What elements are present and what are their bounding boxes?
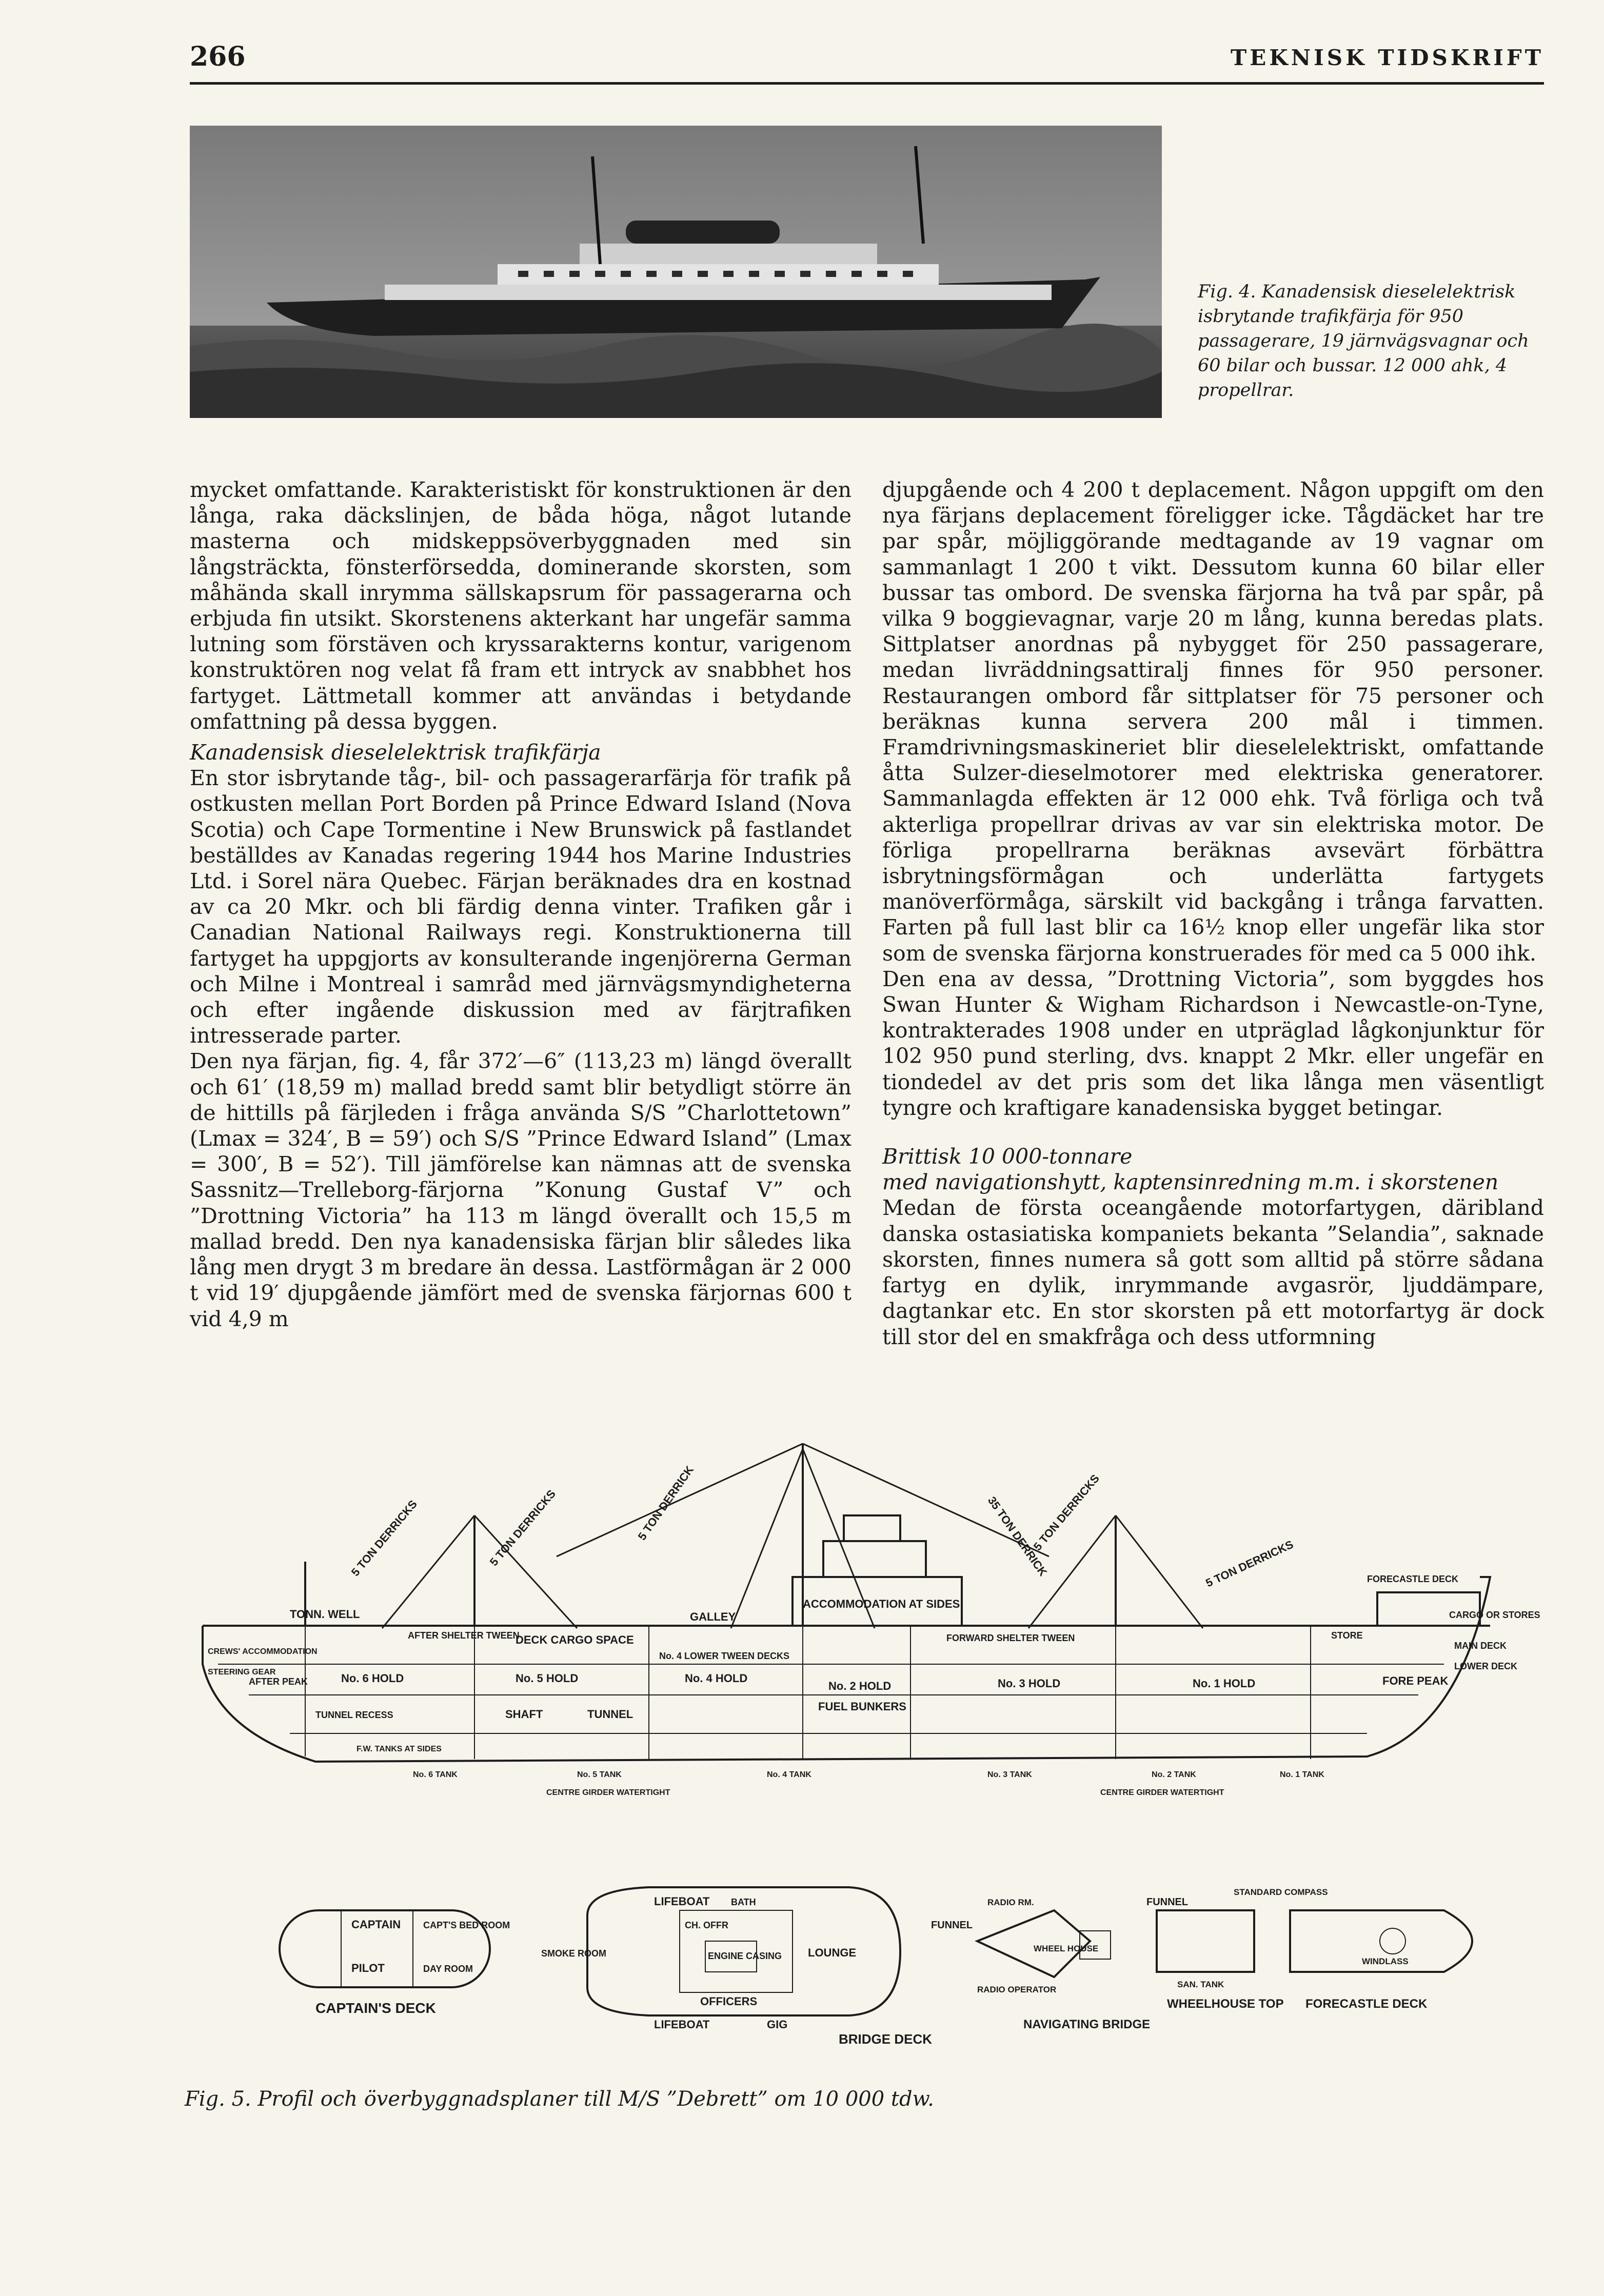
label-bath: BATH [731,1897,756,1907]
label-captains-deck: CAPTAIN'S DECK [315,2000,436,2016]
label-funnel-2: FUNNEL [1146,1896,1189,1908]
label-shaft: SHAFT [505,1708,543,1721]
ferry-funnel [626,221,780,244]
label-deck-cargo-space: DECK CARGO SPACE [516,1633,634,1646]
derrick-label-5: 5 TON DERRICKS [1031,1472,1102,1553]
right-paragraph-1: djupgående och 4 200 t deplacement. Någon uppgift om den nya färjans deplacement föreligger icke. Tågdäcket har tre par spår, möjliggörande medtagande av 19 vagnar om sammanlagt 1 200 t vikt. Dessutom kunna 60 bilar eller bussar tas ombord. De svenska färjorna ha två par spår, på vilka 9 boggievagnar, varje 20 m lång, kunna beredas plats. Sittplatser anordnas på nybygget för 250 passagerare, medan livräddningsattiralj finnes för 950 personer. Restaurangen ombord får sittplatser för 75 personer och beräknas kunna servera 200 mål i timmen. Framdrivningsmaskineriet blir dieselelektriskt, omfattande åtta Sulzer-dieselmotorer med elektriska generatorer. Sammanlagda effekten är 12 000 ehk. Två förliga och två akterliga propellrar drivas av var sin elektriska motor. De förliga propellrarna beräknas avsevärt förbättra isbrytningsförmågan och underlätta fartygets manöverförmåga, särskilt vid backgång i trånga farvatten. Farten på full last blir ca 16½ knop eller ungefär lika stor som de svenska färjorna konstruerades för med ca 5 000 ihk. [882,477,1544,966]
section-heading-10000-tonnare: Brittisk 10 000-tonnare [882,1144,1133,1169]
ferry-photo-svg [190,126,1162,418]
label-windlass: WINDLASS [1362,1956,1409,1966]
forecastle [1377,1592,1480,1626]
funnel-profile [844,1515,900,1541]
label-funnel-1: FUNNEL [931,1920,973,1931]
derrick-label-3: 5 TON DERRICK [635,1463,697,1543]
hull-stripe [385,285,1052,300]
label-hold-1: No. 1 HOLD [1193,1677,1256,1690]
label-tank-3: No. 3 TANK [987,1770,1032,1779]
label-main-deck: MAIN DECK [1454,1641,1507,1651]
left-paragraph-2: En stor isbrytande tåg-, bil- och passagerarfärja för trafik på ostkusten mellan Port Borden på Prince Edward Island (Nova Scotia) och Cape Tormentine i New Brunswick på fastlandet beställdes av Kanadas regering 1944 hos Marine Industries Ltd. i Sorel nära Quebec. Färjan beräknades dra en kostnad av ca 20 Mkr. och bli färdig denna vinter. Trafiken går i Canadian National Railways regi. Konstruktionerna till fartyget ha uppgjorts av konsulterande ingenjörerna German och Milne i Montreal i samråd med järnvägsmyndigheterna och efter ingående diskussion med av färjtrafiken intresserade parter. [190,766,851,1048]
label-san-tank: SAN. TANK [1177,1980,1224,1989]
derrick-label-6: 5 TON DERRICKS [1203,1538,1296,1590]
label-after-peak: AFTER PEAK [249,1676,308,1687]
label-standard-compass: STANDARD COMPASS [1234,1887,1328,1897]
label-tonn-well: TONN. WELL [290,1608,360,1621]
left-column [190,477,851,1332]
label-lower-deck: LOWER DECK [1454,1661,1517,1671]
label-forecastle-deck-profile: FORECASTLE DECK [1367,1574,1459,1584]
figure-4-caption: Fig. 4. Kanadensisk dieselelektrisk isbrytande trafikfärja för 950 passagerare, 19 järnvägsvagnar och 60 bilar och bussar. 12 000 ahk, 4 propellrar. [1198,282,1529,401]
label-engine-casing: ENGINE CASING [708,1951,782,1961]
label-accommodation: ACCOMMODATION AT SIDES [803,1598,960,1610]
label-hold-6: No. 6 HOLD [341,1672,404,1685]
left-paragraph-1: mycket omfattande. Karakteristiskt för konstruktionen är den långa, raka däckslinjen, de båda höga, något lutande masterna och midskeppsöverbyggnaden med sin långsträckta, fönsterförsedda, dominerande skorsten, som måhända skall inrymma sällskapsrum för passagerarna och erbjuda fin utsikt. Skorstenens akterkant har ungefär samma lutning som förstäven och kryssarakterns kontur, varigenom konstruktören nog velat få fram ett intryck av snabbhet hos fartyget. Lättmetall kommer att användas i betydande omfattning på dessa byggen. [190,477,851,734]
label-bridge-deck: BRIDGE DECK [839,2031,933,2047]
derrick-label-2: 5 TON DERRICKS [487,1487,559,1569]
derrick-label-1: 5 TON DERRICKS [348,1498,420,1579]
bridge-house [823,1541,926,1577]
label-after-shelter-tween: AFTER SHELTER TWEEN [408,1630,520,1641]
derrick-label-4: 35 TON DERRICK [985,1494,1050,1579]
superstructure-deck [498,264,939,285]
label-tank-5: No. 5 TANK [577,1770,622,1779]
page-header [190,36,1544,85]
label-tank-4: No. 4 TANK [767,1770,811,1779]
label-captains-bedroom: CAPT'S BED ROOM [423,1920,510,1930]
label-day-room: DAY ROOM [423,1964,473,1974]
label-tunnel: TUNNEL [587,1708,633,1721]
label-steering-gear: STEERING GEAR [208,1668,276,1676]
label-tank-2: No. 2 TANK [1152,1770,1196,1779]
label-tank-6: No. 6 TANK [413,1770,458,1779]
section-heading-subtitle: med navigationshytt, kaptensinredning m.m. i skorstenen [882,1170,1499,1195]
label-radio-operator: RADIO OPERATOR [977,1985,1057,1994]
label-fuel-bunkers: FUEL BUNKERS [818,1700,906,1713]
label-smoke-room: SMOKE ROOM [541,1948,607,1959]
label-store: STORE [1331,1630,1363,1641]
label-centre-girder-fwd: CENTRE GIRDER WATERTIGHT [1100,1788,1224,1797]
label-officers: OFFICERS [700,1995,758,2008]
label-lounge: LOUNGE [808,1946,857,1959]
section-heading-ferry: Kanadensisk dieselelektrisk trafikfärja [190,740,601,765]
label-forecastle-deck: FORECASTLE DECK [1305,1997,1428,2011]
wheelhouse-top-plan [1157,1910,1254,1972]
label-hold-2: No. 2 HOLD [828,1680,892,1692]
superstructure-upper [580,244,877,264]
profile-diagram-svg [187,1423,1547,2100]
label-centre-girder-aft: CENTRE GIRDER WATERTIGHT [546,1788,670,1797]
label-fore-peak: FORE PEAK [1382,1674,1449,1687]
journal-title: TEKNISK TIDSKRIFT [1230,45,1544,70]
label-fw-tanks: F.W. TANKS AT SIDES [357,1745,442,1753]
label-pilot: PILOT [351,1962,385,1974]
label-cargo-or-stores: CARGO OR STORES [1449,1610,1540,1620]
right-column [882,477,1544,1350]
label-crews-accommodation: CREWS' ACCOMMODATION [208,1647,318,1656]
ship-profile-diagram [187,1423,1547,2100]
label-tunnel-recess: TUNNEL RECESS [315,1710,393,1720]
label-ch-offr: CH. OFFR [685,1920,728,1930]
ferry-photograph [190,126,1162,418]
label-hold-4: No. 4 HOLD [685,1672,748,1685]
label-navigating-bridge: NAVIGATING BRIDGE [1023,2018,1151,2031]
figure-5-caption: Fig. 5. Profil och överbyggnadsplaner till M/S ”Debrett” om 10 000 tdw. [185,2087,934,2111]
label-gig: GIG [767,2018,788,2031]
label-lower-tween: No. 4 LOWER TWEEN DECKS [659,1651,790,1661]
derrick-fwd-a [1116,1515,1203,1628]
label-lifeboat-top: LIFEBOAT [654,1895,710,1908]
label-hold-5: No. 5 HOLD [516,1672,579,1685]
label-lifeboat-bottom: LIFEBOAT [654,2018,710,2031]
right-paragraph-2: Den ena av dessa, ”Drottning Victoria”, som byggdes hos Swan Hunter & Wigham Richardson i Newcastle-on-Tyne, kontrakterades 1908 under en utpräglad lågkonjunktur för 102 950 pund sterling, dvs. knappt 2 Mkr. eller ungefär en tiondedel av det pris som det lika långa men väsentligt tyngre och kraftigare kanadensiska bygget betingar. [882,966,1544,1120]
label-forward-shelter-tween: FORWARD SHELTER TWEEN [946,1633,1075,1643]
label-radio-rm: RADIO RM. [987,1898,1034,1907]
label-tank-1: No. 1 TANK [1280,1770,1324,1779]
label-galley: GALLEY [690,1610,736,1623]
right-paragraph-3: Medan de första oceangående motorfartygen, däribland danska ostasiatiska kompaniets bekanta ”Selandia”, saknade skorsten, finnes numera så gott som alltid på större sådana fartyg en dylik, inrymmande avgasrör, ljuddämpare, dagtankar etc. En stor skorsten på ett motorfartyg är dock till stor del en smakfråga och dess utformning [882,1195,1544,1349]
left-paragraph-3: Den nya färjan, fig. 4, får 372′—6″ (113,23 m) längd överallt och 61′ (18,59 m) mallad bredd samt blir betydligt större än de hittills på färjleden i fråga använda S/S ”Charlottetown” (Lmax = 324′, B = 59′) och S/S ”Prince Edward Island” (Lmax = 300′, B = 52′). Till jämförelse kan nämnas att de svenska Sassnitz—Trelleborg-färjorna ”Konung Gustaf V” och ”Drottning Victoria” ha 113 m längd överallt och 15,5 m mallad bredd. Den nya kanadensiska färjan blir således lika lång men drygt 3 m bredare än dessa. Lastförmågan är 2 000 t vid 19′ djupgående jämfört med de svenska färjornas 600 t vid 4,9 m [190,1049,851,1331]
label-wheelhouse-top: WHEELHOUSE TOP [1167,1997,1284,2011]
label-wheel-house-1: WHEEL HOUSE [1034,1944,1099,1953]
page-number: 266 [190,41,246,72]
label-captain: CAPTAIN [351,1918,401,1931]
label-hold-3: No. 3 HOLD [998,1677,1061,1690]
